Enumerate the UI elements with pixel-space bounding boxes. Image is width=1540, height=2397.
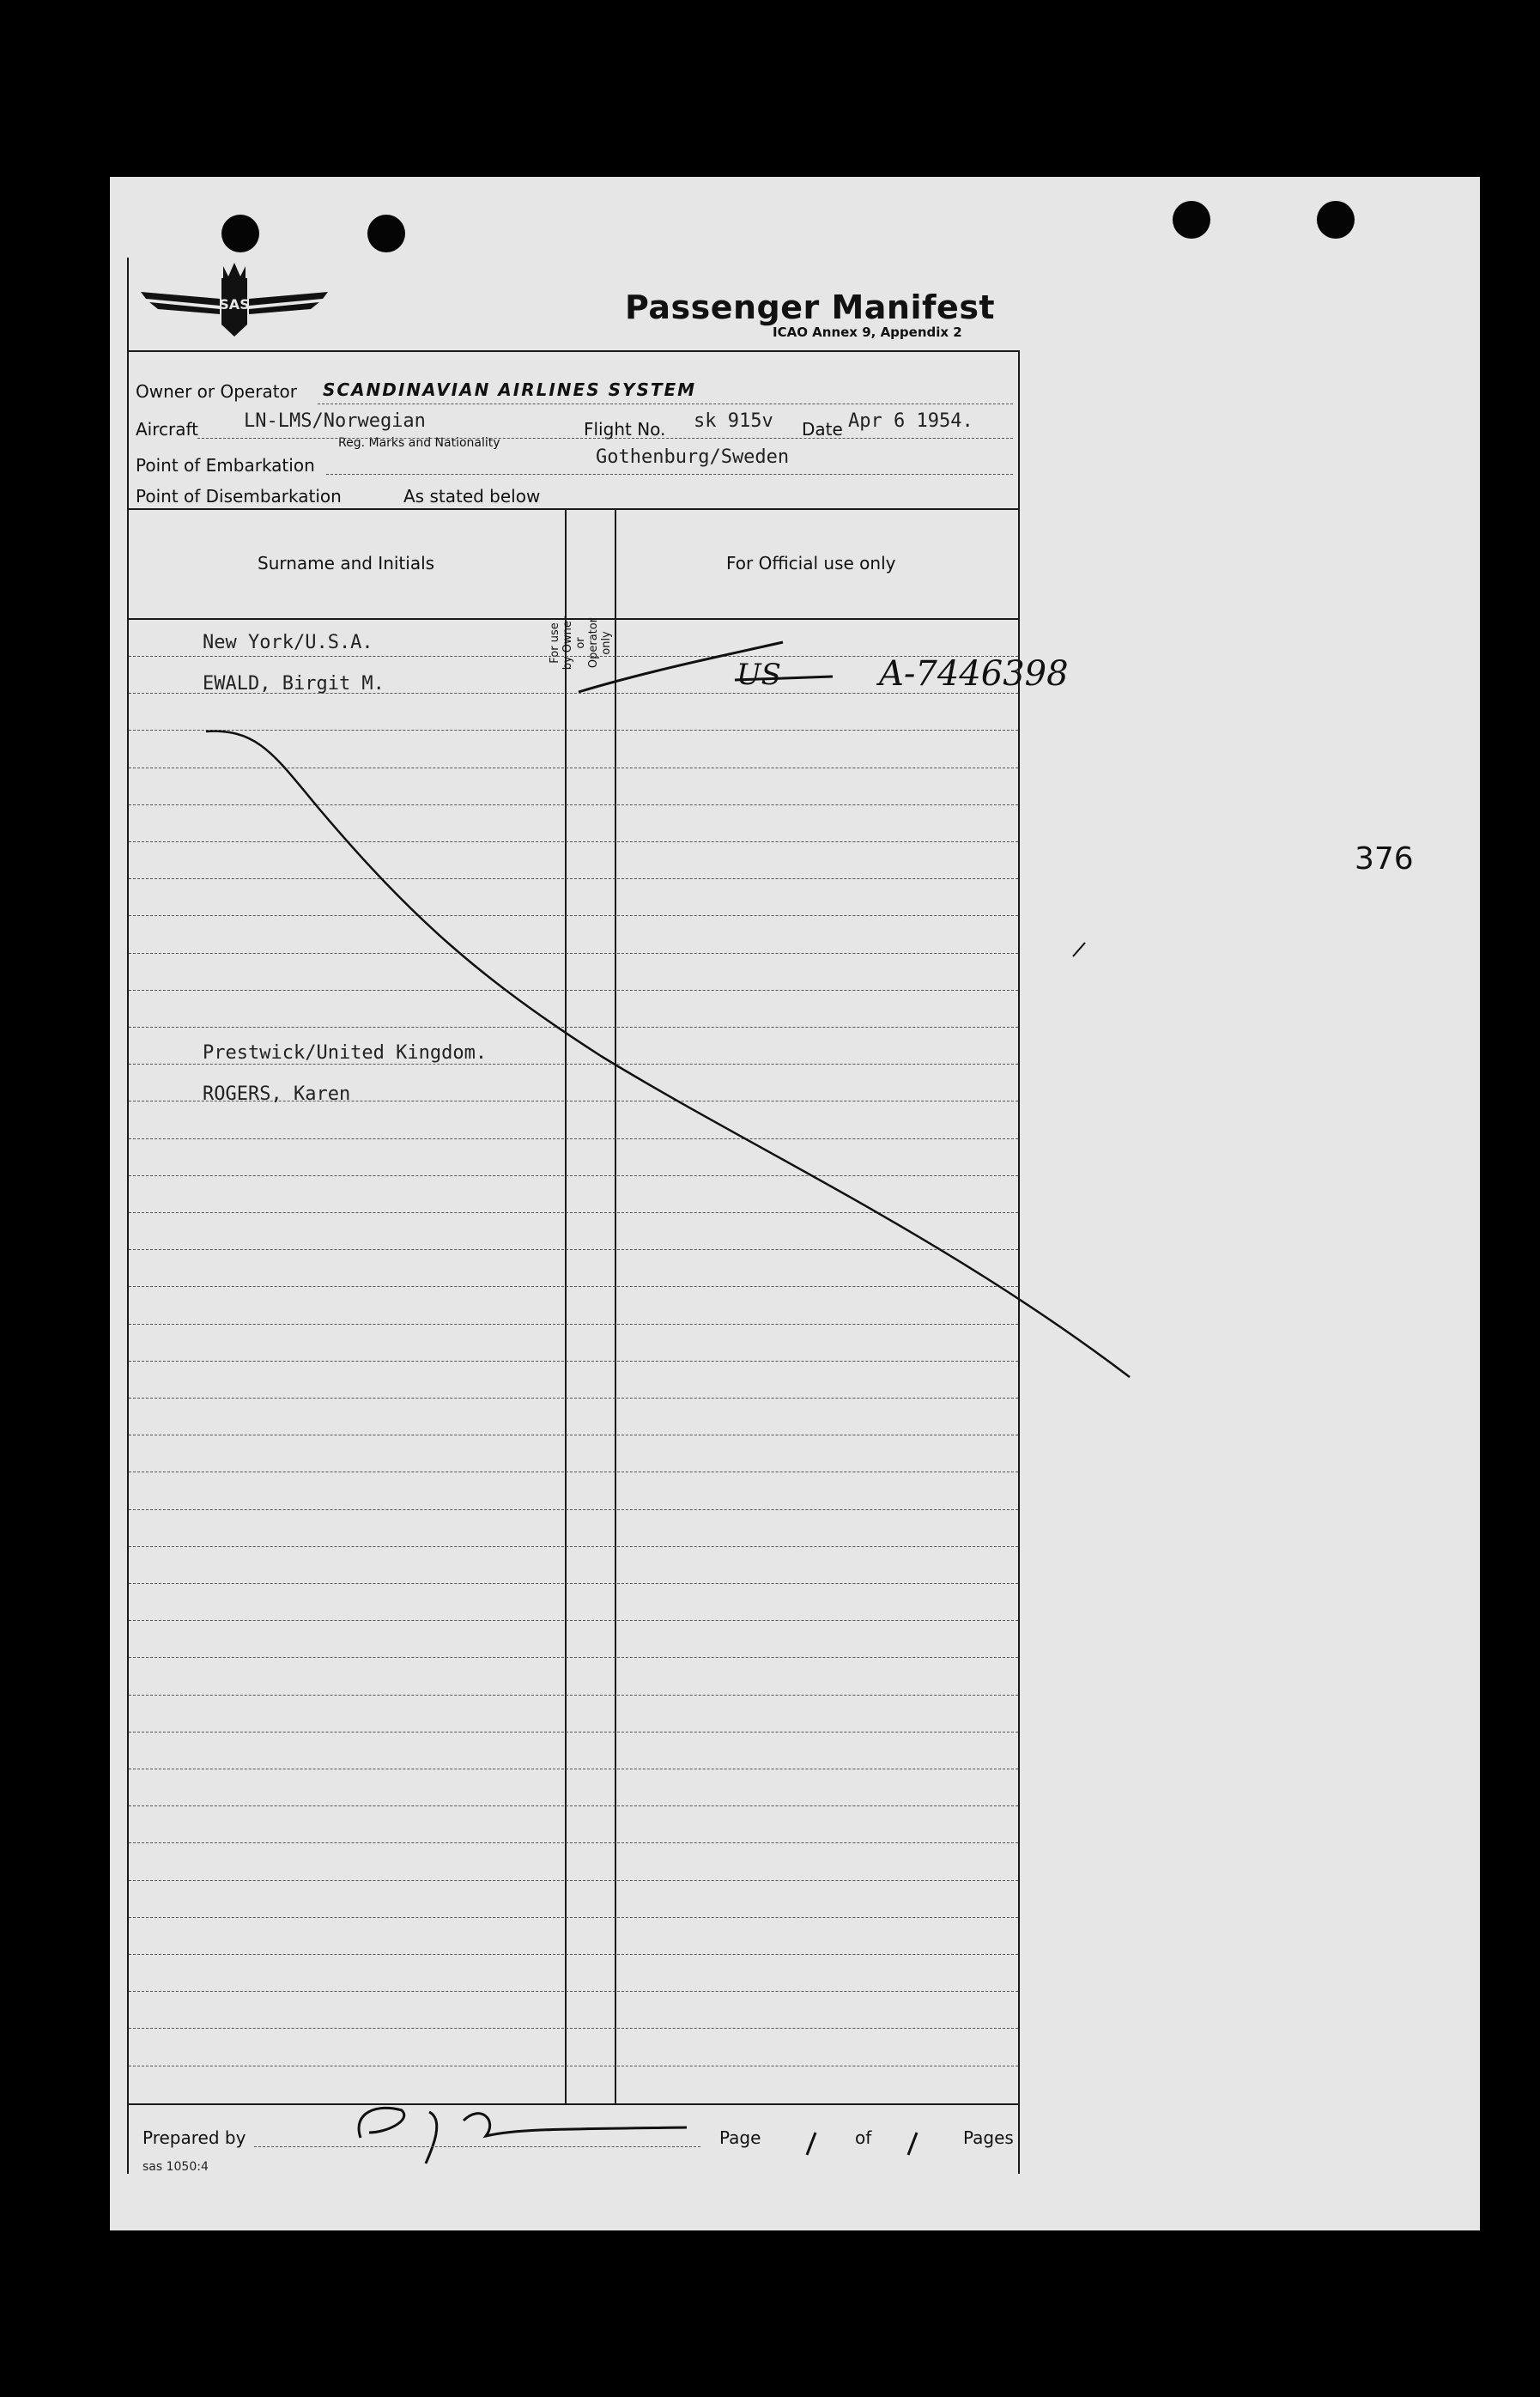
page-subtitle: ICAO Annex 9, Appendix 2 [773, 325, 962, 340]
form-code: sas 1050:4 [142, 2160, 209, 2174]
prepared-dotline [254, 2146, 700, 2147]
flight-value: sk 915v [694, 410, 773, 432]
entry-1-official-number: A-7446398 [879, 654, 1069, 694]
page-label: Page [719, 2127, 761, 2148]
entry-2-name: ROGERS, Karen [203, 1083, 351, 1105]
date-value: Apr 6 1954. [848, 410, 973, 432]
entry-1-official-note: US [737, 658, 781, 692]
entry-1-destination: New York/U.S.A. [203, 632, 373, 653]
col-header-surname: Surname and Initials [258, 553, 435, 573]
embarkation-value: Gothenburg/Sweden [596, 446, 790, 468]
margin-tick-stroke [1073, 943, 1085, 956]
date-label: Date [802, 419, 843, 440]
disembarkation-value: As stated below [403, 486, 541, 507]
embarkation-label: Point of Embarkation [136, 455, 315, 476]
col-header-owner-use: For use by Owner or Operator only [549, 616, 613, 671]
page-title: Passenger Manifest [625, 288, 996, 326]
flight-label: Flight No. [584, 419, 666, 440]
us-strike-stroke [735, 677, 833, 680]
logo-text: SAS [219, 296, 250, 313]
pages-label: Pages [963, 2127, 1014, 2148]
of-label: of [855, 2127, 872, 2148]
strike-through-stroke [579, 642, 783, 692]
prepared-by-label: Prepared by [142, 2127, 246, 2148]
disembarkation-label: Point of Disembarkation [136, 486, 342, 507]
aircraft-label: Aircraft [136, 419, 199, 440]
diagonal-cancel-stroke [206, 731, 1130, 1377]
col-header-official: For Official use only [726, 553, 896, 573]
of-number-stroke [908, 2133, 917, 2155]
margin-number: 376 [1355, 841, 1414, 877]
aircraft-sublabel: Reg. Marks and Nationality [338, 436, 500, 450]
owner-value: SCANDINAVIAN AIRLINES SYSTEM [323, 379, 697, 400]
footer-rule [127, 2103, 1020, 2105]
entry-1-name: EWALD, Birgit M. [203, 673, 385, 695]
entry-2-destination: Prestwick/United Kingdom. [203, 1042, 488, 1064]
aircraft-value: LN-LMS/Norwegian [244, 410, 426, 432]
page-number-stroke [807, 2133, 815, 2155]
owner-label: Owner or Operator [136, 381, 297, 402]
